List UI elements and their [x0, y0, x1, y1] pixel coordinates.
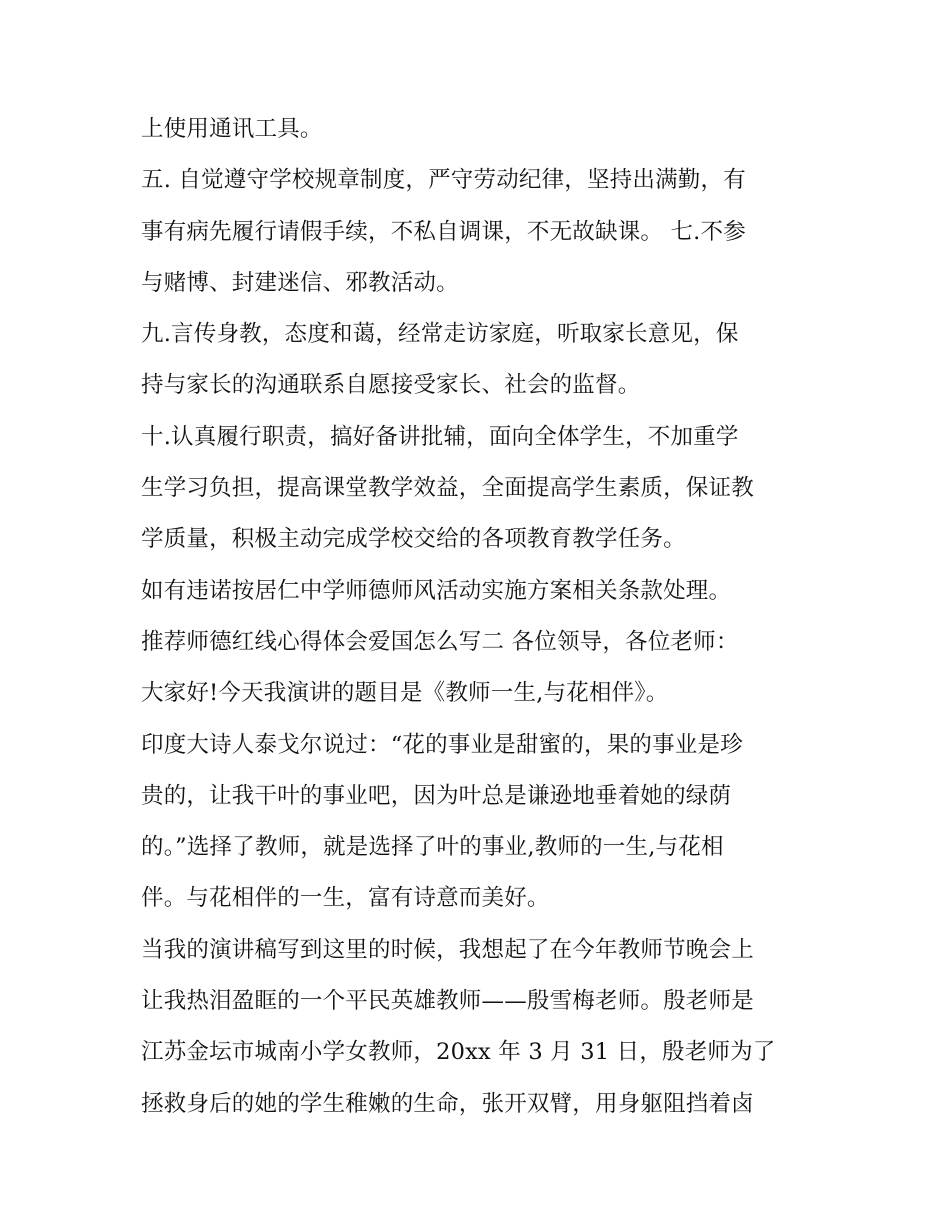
text-line: 伴。与花相伴的一生，富有诗意而美好。	[141, 885, 550, 912]
text-line: 如有违诺按居仁中学师德师风活动实施方案相关条款处理。	[141, 577, 732, 604]
text-line: 生学习负担，提高课堂教学效益，全面提高学生素质，保证教	[141, 475, 754, 502]
text-line: 让我热泪盈眶的一个平民英雄教师——殷雪梅老师。殷老师是	[141, 988, 754, 1015]
text-line: 学质量，积极主动完成学校交给的各项教育教学任务。	[141, 526, 686, 553]
text-line: 的。”选择了教师，就是选择了叶的事业,教师的一生,与花相	[141, 834, 724, 861]
text-line: 十.认真履行职责，搞好备讲批辅，面向全体学生，不加重学	[141, 423, 739, 450]
text-line: 五. 自觉遵守学校规章制度，严守劳动纪律，坚持出满勤，有	[141, 167, 746, 194]
text-line: 持与家长的沟通联系自愿接受家长、社会的监督。	[141, 372, 641, 399]
text-line: 推荐师德红线心得体会爱国怎么写二 各位领导，各位老师：	[141, 628, 739, 655]
text-line: 当我的演讲稿写到这里的时候，我想起了在今年教师节晚会上	[141, 936, 754, 963]
text-line: 事有病先履行请假手续，不私自调课，不无故缺课。 七.不参	[141, 218, 746, 245]
text-line: 江苏金坛市城南小学女教师，20xx 年 3 月 31 日，殷老师为了	[141, 1039, 776, 1066]
text-line: 九.言传身教，态度和蔼，经常走访家庭，听取家长意见，保	[141, 321, 739, 348]
text-line: 印度大诗人泰戈尔说过：“花的事业是甜蜜的，果的事业是珍	[141, 731, 743, 758]
text-line: 上使用通讯工具。	[141, 116, 323, 142]
text-line: 与赌博、封建迷信、邪教活动。	[141, 269, 459, 296]
text-line: 贵的，让我干叶的事业吧，因为叶总是谦逊地垂着她的绿荫	[141, 782, 732, 809]
text-line: 拯救身后的她的学生稚嫩的生命，张开双臂，用身躯阻挡着卤	[141, 1090, 754, 1117]
text-line: 大家好!今天我演讲的题目是《教师一生,与花相伴》。	[141, 680, 669, 707]
document-body	[141, 104, 821, 1130]
